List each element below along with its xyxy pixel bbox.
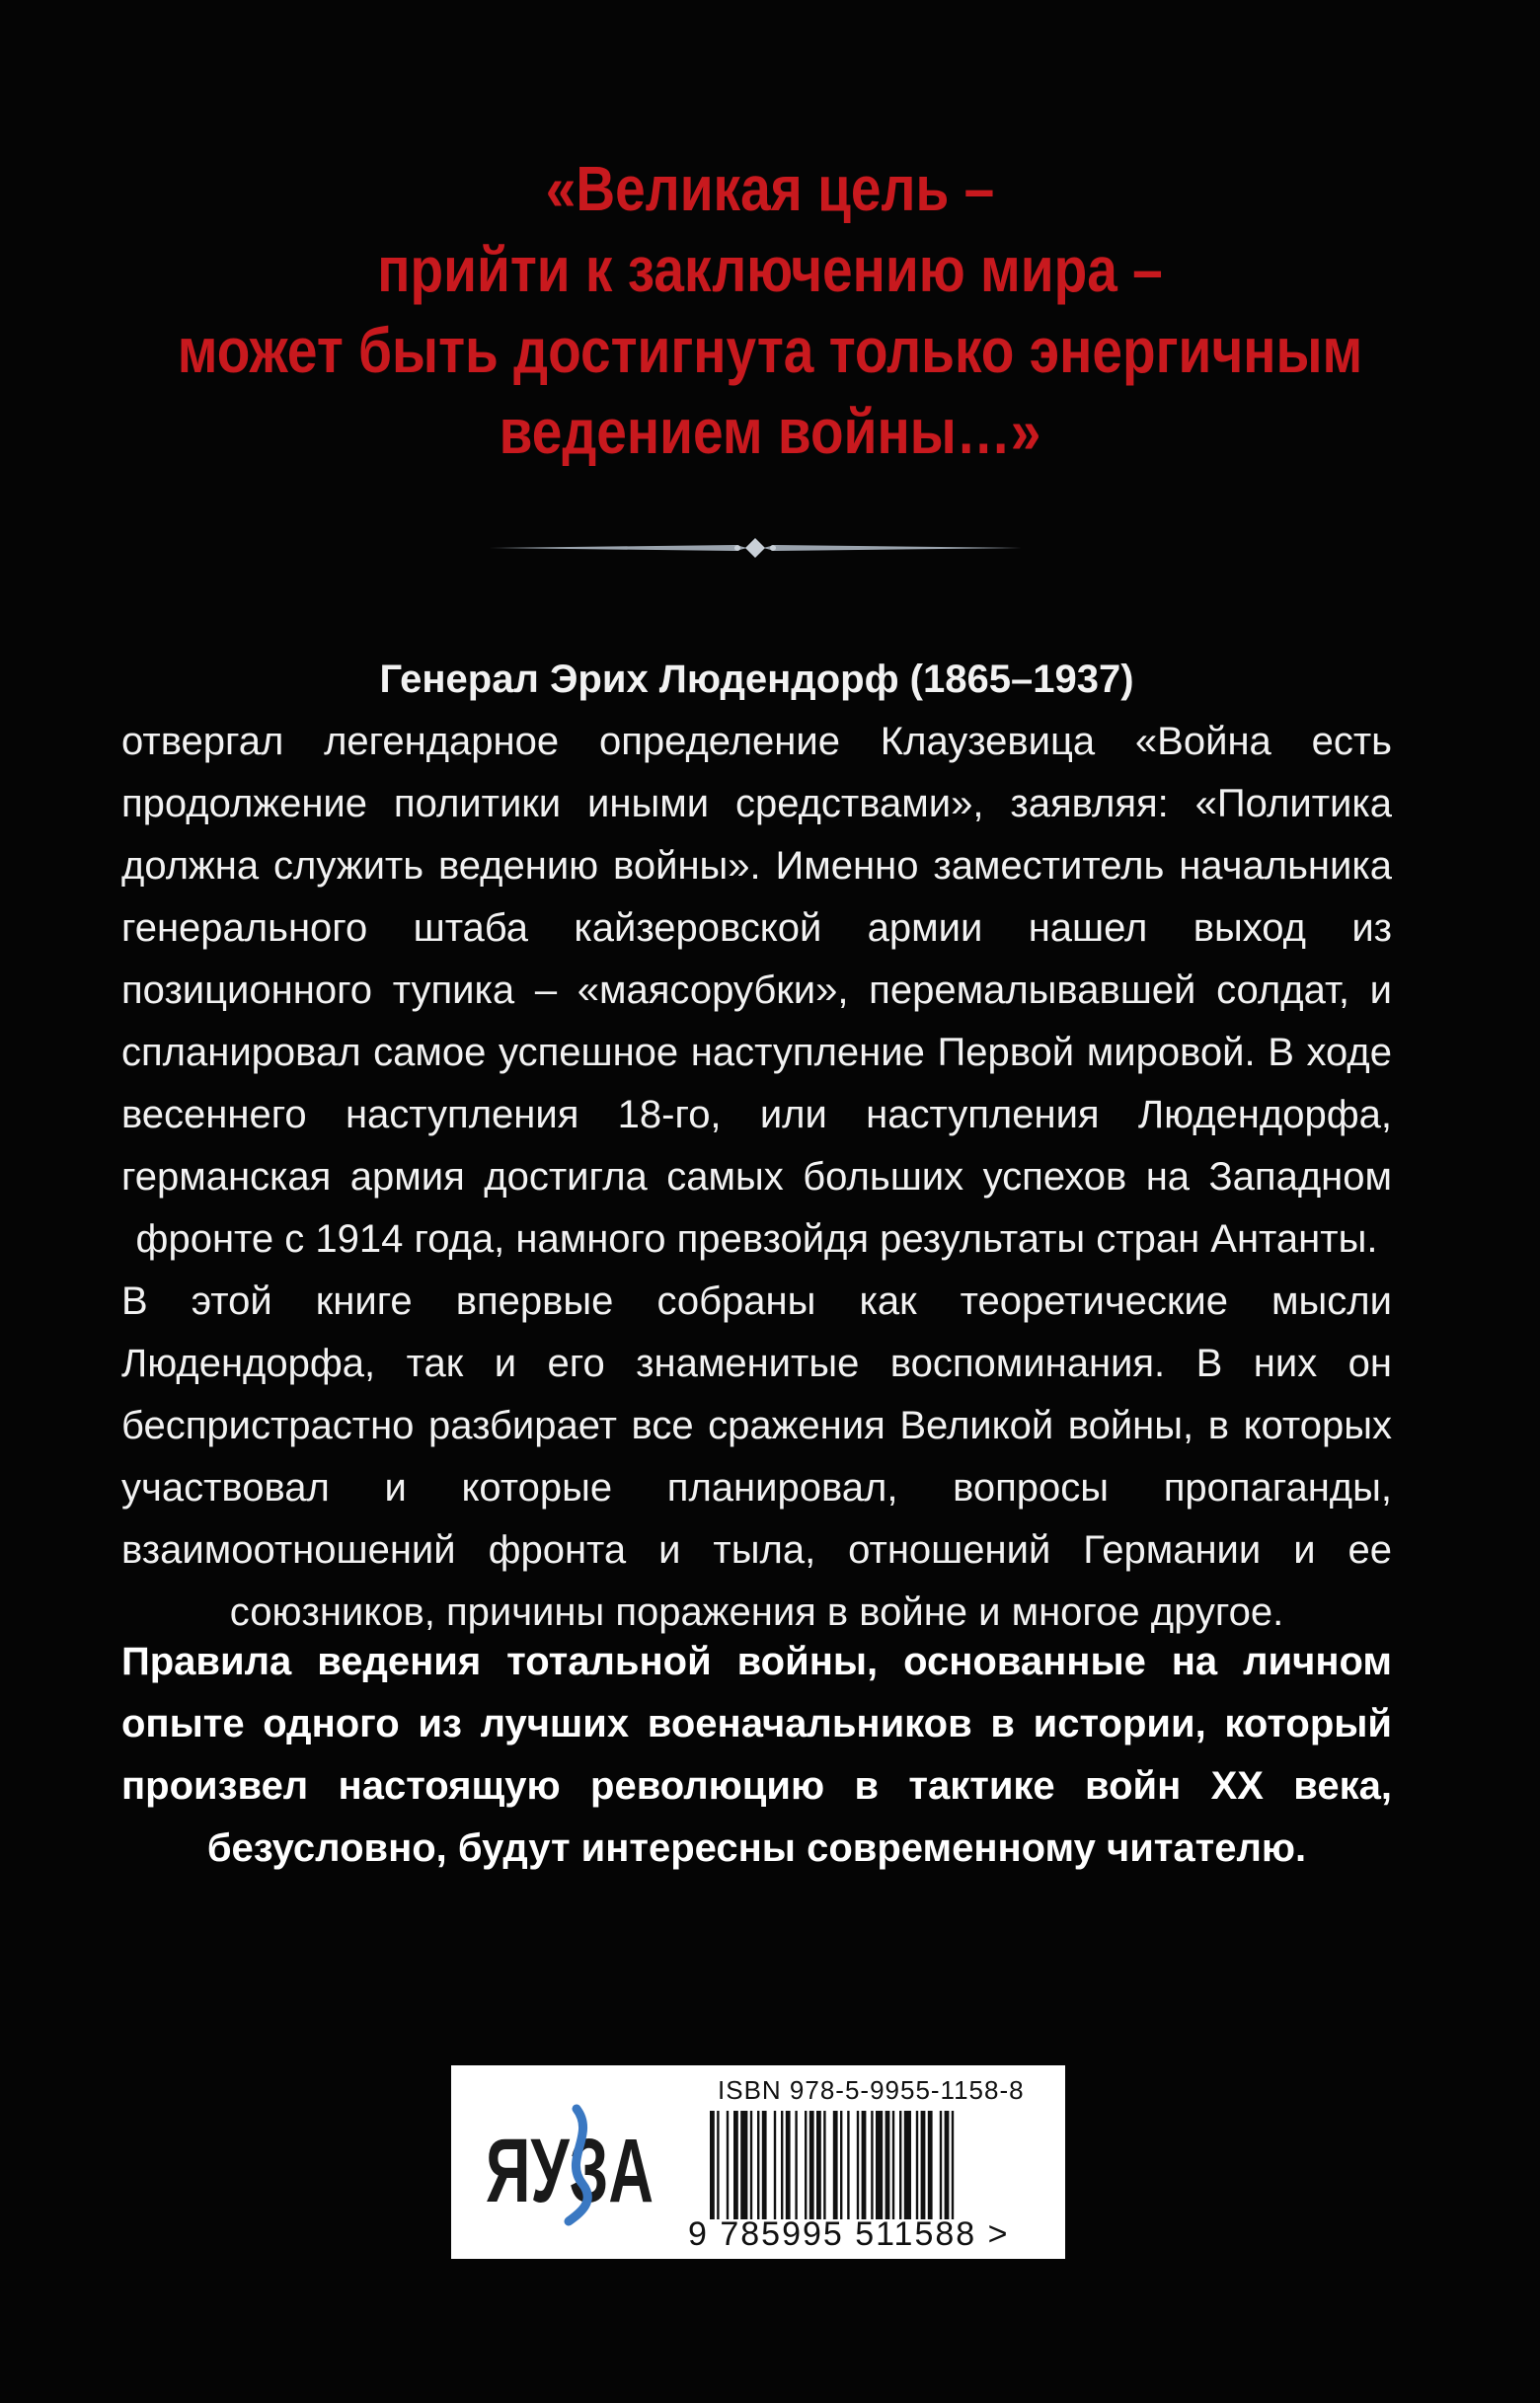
barcode-bar bbox=[786, 2111, 791, 2219]
barcode-bar bbox=[823, 2111, 825, 2219]
barcode-bar bbox=[904, 2111, 911, 2219]
barcode-bar bbox=[871, 2111, 873, 2219]
description-paragraph: отвергал легендарное определение Клаузевица «Война есть продолжение политики иными средствами», заявляя: «Политика должна служить ведению войны». Именно заместитель начальника генерального штаба кайзеровской армии нашел выход из позиционного тупика – «маясорубки», перемалывавшей солдат, и спланировал самое успешное наступление Первой мировой. В ходе весеннего наступления 18-го, или наступления Людендорфа, германская армия достигла самых больших успехов на Западном фронте с 1914 года, намного превзойдя результаты стран Антанты. bbox=[121, 720, 1392, 1261]
barcode-bar bbox=[886, 2111, 890, 2219]
barcode-bar bbox=[710, 2111, 715, 2219]
barcode-bar bbox=[840, 2111, 842, 2219]
barcode-bar bbox=[727, 2111, 729, 2219]
barcode-digits: 9 785995 511588 > bbox=[688, 2215, 1010, 2253]
barcode-bar bbox=[952, 2111, 954, 2219]
quote-line: ведением войны…» bbox=[499, 396, 1041, 467]
author-line: Генерал Эрих Людендорф (1865–1937) bbox=[379, 658, 1134, 701]
barcode-bar bbox=[899, 2111, 901, 2219]
barcode-bar bbox=[916, 2111, 918, 2219]
barcode-bar bbox=[876, 2111, 883, 2219]
barcode-bar bbox=[717, 2111, 719, 2219]
quote-line: прийти к заключению мира – bbox=[377, 234, 1163, 305]
barcode-bar bbox=[892, 2111, 894, 2219]
isbn-label: ISBN 978-5-9955-1158-8 bbox=[718, 2075, 1025, 2105]
quote-line: может быть достигнута только энергичным bbox=[177, 315, 1363, 386]
barcode-bar bbox=[809, 2111, 814, 2219]
barcode-bar bbox=[857, 2111, 859, 2219]
barcode-bar bbox=[847, 2111, 849, 2219]
barcode-bar bbox=[762, 2111, 767, 2219]
publisher-logo-text: ЯУЗА bbox=[486, 2121, 654, 2221]
barcode-bar bbox=[940, 2111, 942, 2219]
closing-text: Правила ведения тотальной войны, основанные на личном опыте одного из лучших военачальников в истории, который произвел настоящую революцию в тактике войн XX века, безусловно, будут интересны современному читателю. bbox=[121, 1640, 1392, 1870]
description-paragraph: В этой книге впервые собраны как теоретические мысли Людендорфа, так и его знаменитые воспоминания. В них он беспристрастно разбирает все сражения Великой войны, в которых участвовал и которые планировал, вопросы пропаганды, взаимоотношений фронта и тыла, отношений Германии и ее союзников, причины поражения в войне и многое другое. bbox=[121, 1279, 1392, 1634]
barcode-bar bbox=[805, 2111, 807, 2219]
barcode-bar bbox=[862, 2111, 867, 2219]
barcode-bar bbox=[816, 2111, 821, 2219]
publisher-logo bbox=[486, 2105, 654, 2223]
barcode-bar bbox=[928, 2111, 933, 2219]
barcode-bar bbox=[733, 2111, 738, 2219]
barcode-bar bbox=[774, 2111, 776, 2219]
barcode-bar bbox=[781, 2111, 783, 2219]
barcode-bar bbox=[750, 2111, 752, 2219]
ornament-divider-icon bbox=[489, 533, 1022, 563]
quote-line: «Великая цель – bbox=[545, 153, 995, 224]
barcode-bar bbox=[757, 2111, 759, 2219]
barcode-bar bbox=[921, 2111, 926, 2219]
quote-block bbox=[176, 148, 1364, 472]
barcode-icon bbox=[710, 2111, 1045, 2219]
barcode-bar bbox=[740, 2111, 747, 2219]
barcode-bar bbox=[795, 2111, 797, 2219]
barcode-bar bbox=[833, 2111, 838, 2219]
barcode-panel bbox=[451, 2065, 1065, 2259]
description bbox=[121, 649, 1392, 1644]
barcode-bar bbox=[945, 2111, 950, 2219]
